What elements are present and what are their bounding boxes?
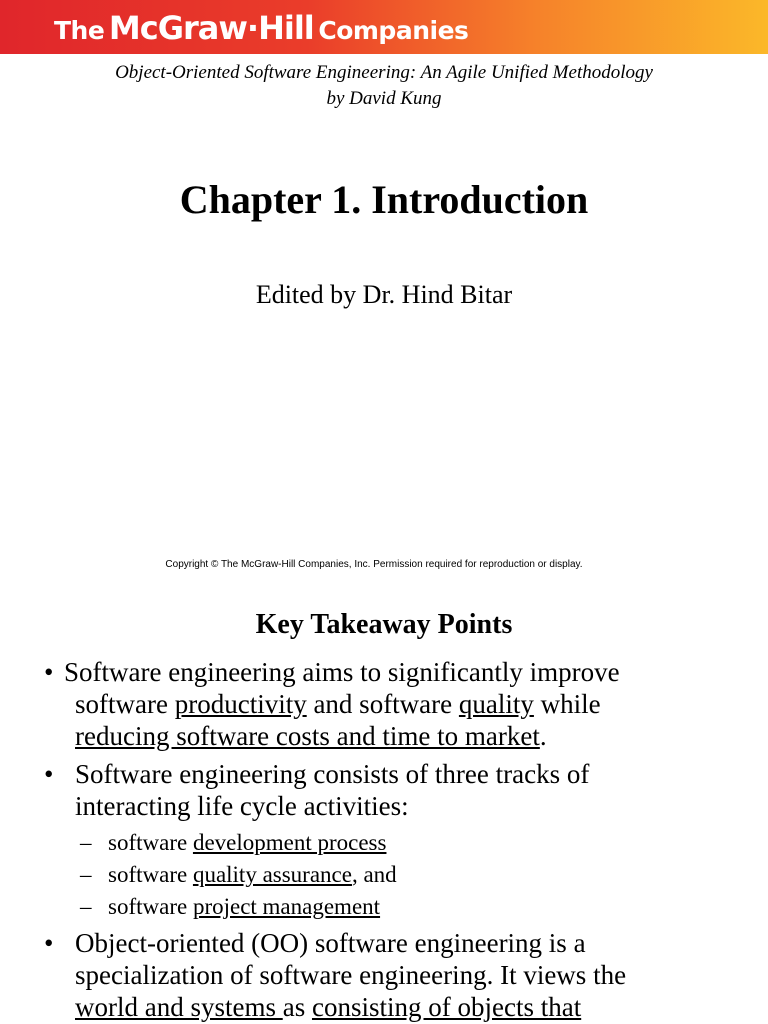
bullet-1-line-2: software productivity and software quality while — [75, 689, 601, 719]
key-takeaway-heading: Key Takeaway Points — [255, 609, 513, 640]
term-productivity: productivity — [174, 689, 307, 719]
term-reducing-costs: reducing software costs and time to market — [75, 721, 540, 751]
bullet-3-line-1: Object-oriented (OO) software engineering is a — [75, 928, 586, 958]
term-project-management: project management — [192, 894, 381, 919]
logo-the: The — [54, 16, 105, 45]
term-world-and-systems: world and systems — [75, 992, 283, 1022]
term-consisting-of-objects: consisting of objects that — [311, 992, 582, 1022]
term-quality-assurance: quality assurance — [192, 862, 352, 887]
bullet-2-line-2: interacting life cycle activities: — [75, 791, 409, 821]
bullet-marker: • — [44, 928, 54, 958]
book-author: by David Kung — [326, 88, 442, 109]
bullet-3-line-2: specialization of software engineering. It views the — [75, 960, 627, 990]
bullet-1-line-1: Software engineering aims to significantly improve — [64, 657, 620, 687]
bullet-2-line-1: Software engineering consists of three tracks of — [75, 759, 590, 789]
mcgraw-hill-logo — [54, 8, 468, 48]
dash-marker: – — [80, 862, 92, 887]
bullet-marker: • — [44, 759, 54, 789]
book-title: Object-Oriented Software Engineering: An Agile Unified Methodology — [115, 62, 653, 83]
logo-companies: Companies — [318, 16, 469, 45]
publisher-banner — [0, 0, 768, 54]
bullet-1-line-3: reducing software costs and time to market. — [75, 721, 547, 751]
bullet-marker: • — [44, 657, 54, 687]
term-development-process: development process — [192, 830, 387, 855]
editor-line: Edited by Dr. Hind Bitar — [255, 280, 513, 309]
dash-marker: – — [80, 894, 92, 919]
dash-marker: – — [80, 830, 92, 855]
term-quality: quality — [458, 689, 534, 719]
logo-brand: McGraw·Hill — [108, 9, 314, 47]
chapter-title: Chapter 1. Introduction — [179, 177, 589, 222]
bullet-3-line-3: world and systems as consisting of objects that — [75, 992, 582, 1022]
copyright-notice: Copyright © The McGraw-Hill Companies, Inc. Permission required for reproduction or display. — [165, 559, 583, 570]
